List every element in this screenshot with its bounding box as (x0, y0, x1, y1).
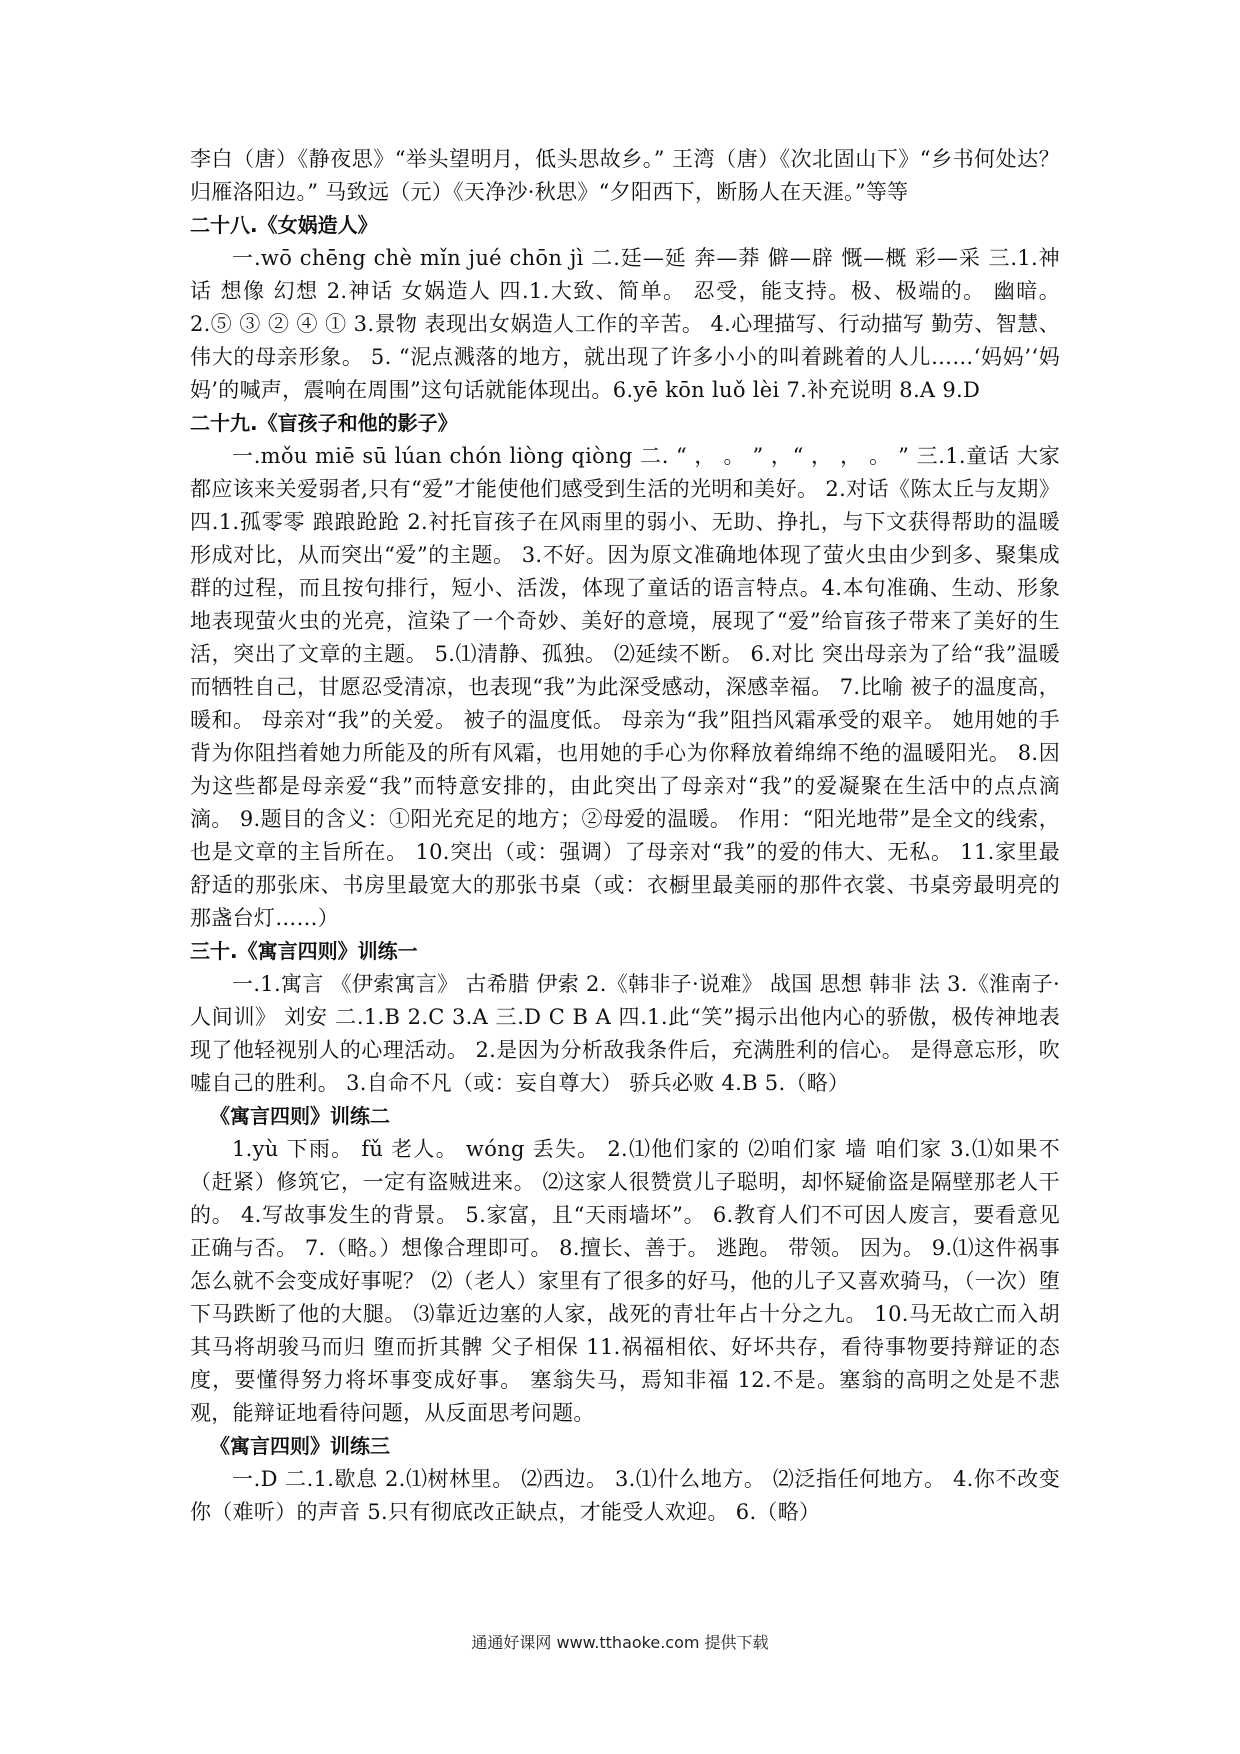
section-29-answers: 一.mǒu miē sū lúan chón liòng qiòng 二. “ ， 。 ” ，“ ， ， 。 ” 三.1.童话 大家都应该来关爱弱者,只有“爱”才能使他们感受到生活的光明和美好。 2.对话《陈太丘与友期》 四.1.孤零零 踉踉跄跄 2.衬托盲孩子在风雨里的弱小、无助、挣扎，与下文获得帮助的温暖形成对比，从而突出“爱”的主题。 3.不好。因为原文准确地体现了萤火虫由少到多、聚集成群的过程，而且按句排行，短小、活泼，体现了童话的语言特点。4.本句准确、生动、形象地表现萤火虫的光亮，渲染了一个奇妙、美好的意境，展现了“爱”给盲孩子带来了美好的生活，突出了文章的主题。 5.⑴清静、孤独。 ⑵延续不断。 6.对比 突出母亲为了给“我”温暖而牺牲自己，甘愿忍受清凉，也表现“我”为此深受感动，深感幸福。 7.比喻 被子的温度高，暖和。 母亲对“我”的关爱。 被子的温度低。 母亲为“我”阻挡风霜承受的艰辛。 她用她的手背为你阻挡着她力所能及的所有风霜，也用她的手心为你释放着绵绵不绝的温暖阳光。 8.因为这些都是母亲爱“我”而特意安排的，由此突出了母亲对“我”的爱凝聚在生活中的点点滴滴。 9.题目的含义：①阳光充足的地方；②母爱的温暖。 作用：“阳光地带”是全文的线索，也是文章的主旨所在。 10.突出（或：强调）了母亲对“我”的爱的伟大、无私。 11.家里最舒适的那张床、书房里最宽大的那张书桌（或：衣橱里最美丽的那件衣裳、书桌旁最明亮的那盏台灯……） (190, 444, 1060, 930)
section-29-title: 二十九.《盲孩子和他的影子》 (190, 411, 458, 435)
download-footer: 通通好课网 www.tthaoke.com 提供下载 (471, 1633, 769, 1652)
section-30-training-1-answers: 一.1.寓言 《伊索寓言》 古希腊 伊索 2.《韩非子·说难》 战国 思想 韩非 法 3.《淮南子·人间训》 刘安 二.1.B 2.C 3.A 三.D C B A 四.1.此“笑”揭示出他内心的骄傲，极传神地表现了他轻视别人的心理活动。 2.是因为分析敌我条件后，充满胜利的信心。 是得意忘形，吹嘘自己的胜利。 3.自命不凡（或：妄自尊大） 骄兵必败 4.B 5.（略） (190, 972, 1060, 1095)
section-28-title: 二十八.《女娲造人》 (190, 213, 378, 237)
section-30-training-2-answers: 1.yù 下雨。 fǔ 老人。 wóng 丢失。 2.⑴他们家的 ⑵咱们家 墙 咱们家 3.⑴如果不（赶紧）修筑它，一定有盗贼进来。 ⑵这家人很赞赏儿子聪明，却怀疑偷盗是隔壁那老人干的。 4.写故事发生的背景。 5.家富，且“天雨墙坏”。 6.教育人们不可因人废言，要看意见正确与否。 7.（略。）想像合理即可。 8.擅长、善于。 逃跑。 带领。 因为。 9.⑴这件祸事怎么就不会变成好事呢？ ⑵（老人）家里有了很多的好马，他的儿子又喜欢骑马，（一次）堕下马跌断了他的大腿。 ⑶靠近边塞的人家，战死的青壮年占十分之九。 10.马无故亡而入胡 其马将胡骏马而归 堕而折其髀 父子相保 11.祸福相依、好坏共存，看待事物要持辩证的态度，要懂得努力将坏事变成好事。 塞翁失马，焉知非福 12.不是。塞翁的高明之处是不悲观，能辩证地看待问题，从反面思考问题。 (190, 1137, 1060, 1425)
intro-paragraph: 李白（唐）《静夜思》“举头望明月，低头思故乡。” 王湾（唐）《次北固山下》“乡书何处达？归雁洛阳边。” 马致远（元）《天净沙·秋思》“夕阳西下，断肠人在天涯。”等等 (190, 147, 1060, 204)
section-30-training-2-title: 《寓言四则》训练二 (210, 1104, 390, 1128)
section-30-training-3-answers: 一.D 二.1.歇息 2.⑴树林里。 ⑵西边。 3.⑴什么地方。 ⑵泛指任何地方。 4.你不改变你（难听）的声音 5.只有彻底改正缺点，才能受人欢迎。 6.（略） (190, 1467, 1060, 1524)
section-30-training-3-title: 《寓言四则》训练三 (210, 1434, 390, 1458)
answer-page (190, 143, 1060, 1529)
section-30-training-1-title: 三十.《寓言四则》训练一 (190, 939, 418, 963)
section-28-answers: 一.wō chēng chè mǐn jué chōn jì 二.廷—延 奔—莽 僻—辟 慨—概 彩—采 三.1.神话 想像 幻想 2.神话 女娲造人 四.1.大致、简单。 忍受，能支持。极、极端的。 幽暗。 2.⑤ ③ ② ④ ① 3.景物 表现出女娲造人工作的辛苦。 4.心理描写、行动描写 勤劳、智慧、伟大的母亲形象。 5. “泥点溅落的地方，就出现了许多小小的叫着跳着的人儿……‘妈妈’‘妈妈’的喊声，震响在周围”这句话就能体现出。6.yē kōn luǒ lèi 7.补充说明 8.A 9.D (190, 246, 1060, 402)
